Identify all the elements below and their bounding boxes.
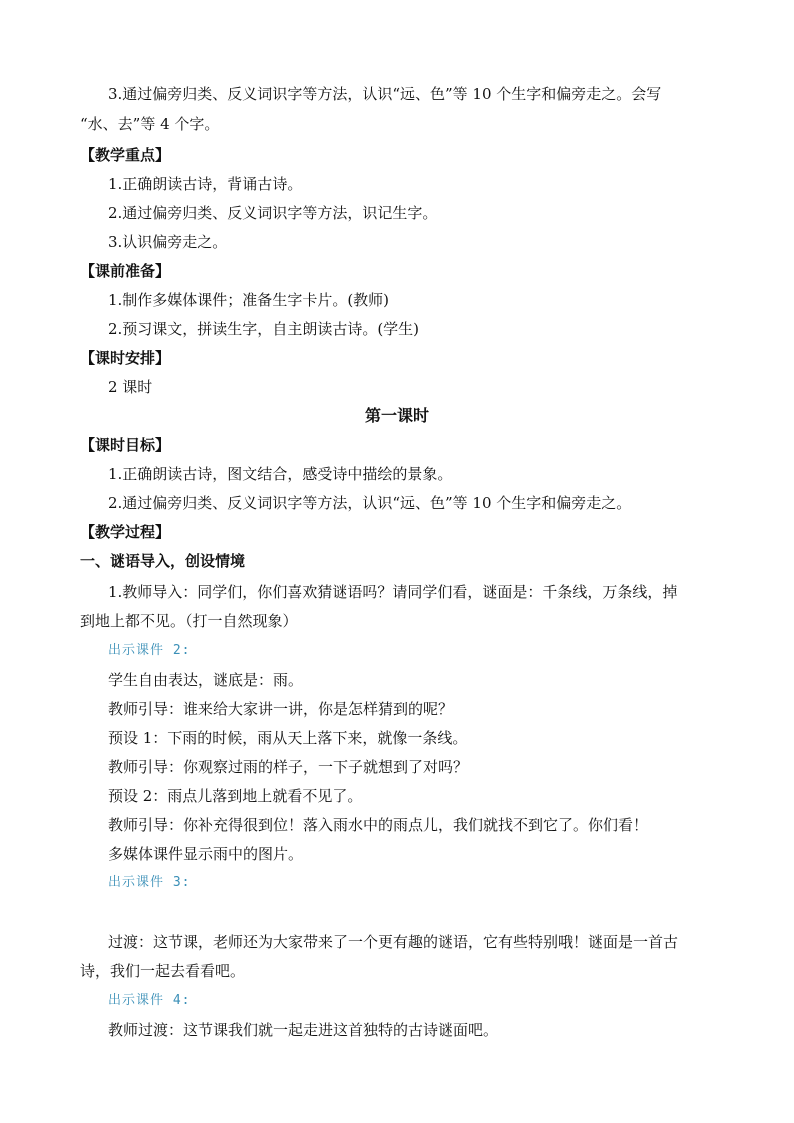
transition-line-2: 诗，我们一起去看看吧。 <box>80 962 246 980</box>
objective-3-line-2: “水、去”等 4 个字。 <box>80 115 220 133</box>
key-points-heading: 【教学重点】 <box>80 146 171 164</box>
prep-item: 2.预习课文，拼读生字，自主朗读古诗。(学生) <box>108 320 420 338</box>
dialog-line: 预设 1：下雨的时候，雨从天上落下来，就像一条线。 <box>108 729 468 747</box>
dialog-line: 多媒体课件显示雨中的图片。 <box>108 845 304 863</box>
prep-heading: 【课前准备】 <box>80 262 171 280</box>
intro-line-1: 1.教师导入：同学们，你们喜欢猜谜语吗？请同学们看，谜面是：千条线，万条线，掉 <box>108 583 678 601</box>
courseware-label: 出示课件 4: <box>108 993 191 1008</box>
dialog-line: 教师引导：你观察过雨的样子，一下子就想到了对吗？ <box>108 758 469 776</box>
process-heading: 【教学过程】 <box>80 523 171 541</box>
lesson-title: 第一课时 <box>364 406 429 425</box>
final-line: 教师过渡：这节课我们就一起走进这首独特的古诗谜面吧。 <box>108 1021 499 1039</box>
dialog-line: 教师引导：谁来给大家讲一讲，你是怎样猜到的呢？ <box>108 700 454 718</box>
intro-line-2: 到地上都不见。（打一自然现象） <box>80 612 298 630</box>
objective-3-line-1: 3.通过偏旁归类、反义词识字等方法，认识“远、色”等 10 个生字和偏旁走之。会写 <box>108 85 662 103</box>
key-point-item: 1.正确朗读古诗，背诵古诗。 <box>108 175 303 193</box>
prep-item: 1.制作多媒体课件；准备生字卡片。(教师) <box>108 291 390 309</box>
lesson-goals-heading: 【课时目标】 <box>80 436 171 454</box>
dialog-line: 教师引导：你补充得很到位！落入雨水中的雨点儿，我们就找不到它了。你们看！ <box>108 816 649 834</box>
schedule-heading: 【课时安排】 <box>80 349 171 367</box>
section-1-heading: 一、谜语导入，创设情境 <box>80 552 246 570</box>
courseware-label: 出示课件 3: <box>108 875 191 890</box>
key-point-item: 2.通过偏旁归类、反义词识字等方法，识记生字。 <box>108 204 438 222</box>
dialog-line: 预设 2：雨点儿落到地上就看不见了。 <box>108 787 363 805</box>
transition-line-1: 过渡：这节课，老师还为大家带来了一个更有趣的谜语，它有些特别哦！谜面是一首古 <box>108 933 679 951</box>
key-point-item: 3.认识偏旁走之。 <box>108 233 228 251</box>
schedule-text: 2 课时 <box>108 378 153 396</box>
courseware-label: 出示课件 2: <box>108 643 191 658</box>
dialog-line: 学生自由表达，谜底是：雨。 <box>108 671 304 689</box>
lesson-goal-item: 2.通过偏旁归类、反义词识字等方法，认识“远、色”等 10 个生字和偏旁走之。 <box>108 494 632 512</box>
lesson-goal-item: 1.正确朗读古诗，图文结合，感受诗中描绘的景象。 <box>108 465 453 483</box>
